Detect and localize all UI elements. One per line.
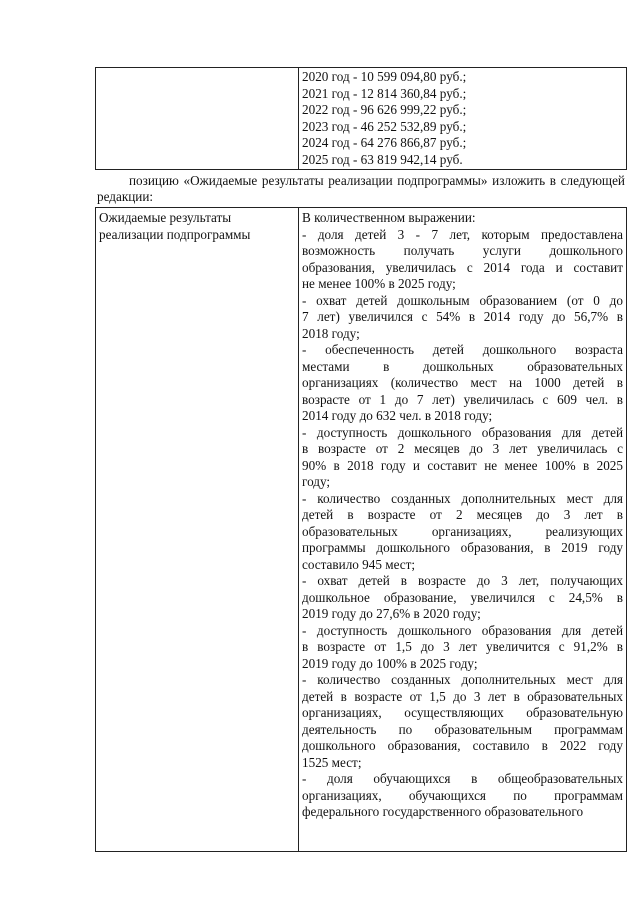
results-content-cell bbox=[299, 208, 627, 852]
funding-table bbox=[95, 67, 627, 170]
intro-text: позицию «Ожидаемые результаты реализации подпрограммы» изложить в следующей редакции: bbox=[97, 173, 625, 204]
results-line: дошкольное образование, увеличился с 24,5% в bbox=[302, 589, 623, 605]
results-line: в возрасте от 2 месяцев до 3 лет увеличилась с bbox=[302, 441, 623, 456]
results-line: 1525 мест; bbox=[302, 754, 362, 770]
funding-line: 2023 год - 46 252 532,89 руб.; bbox=[302, 118, 467, 134]
results-line: - доступность дошкольного образования для детей bbox=[302, 622, 623, 638]
results-line: образования, увеличилась с 2014 года и составит bbox=[302, 259, 623, 275]
results-line: 90% в 2018 году и составит не менее 100% в 2025 bbox=[302, 457, 623, 473]
results-line: не менее 100% в 2025 году; bbox=[302, 276, 456, 291]
results-line: году; bbox=[302, 474, 331, 489]
results-line: федерального государственного образовательного bbox=[302, 804, 584, 819]
results-line: деятельность по образовательным программам bbox=[302, 721, 623, 737]
results-table bbox=[95, 207, 627, 852]
results-line: организациях, осуществляющих образовательную bbox=[302, 705, 623, 720]
results-line: возможность получать услуги дошкольного bbox=[302, 243, 623, 258]
results-line: в возрасте от 1,5 до 3 лет увеличится с 91,2% в bbox=[302, 639, 623, 654]
results-line: возрасте от 1 до 7 лет) увеличилась с 609 чел. в bbox=[302, 391, 623, 407]
results-line: дошкольного образования, составило в 2022 году bbox=[302, 738, 623, 753]
results-heading: В количественном выражении: bbox=[302, 210, 476, 225]
results-line: образовательных организациях, реализующих bbox=[302, 523, 623, 539]
results-line: программы дошкольного образования, в 2019 году bbox=[302, 540, 623, 555]
results-line: - охват детей в возрасте до 3 лет, получающих bbox=[302, 573, 623, 588]
funding-years-cell bbox=[299, 68, 627, 170]
funding-table-empty-cell bbox=[96, 68, 299, 170]
funding-line: 2021 год - 12 814 360,84 руб.; bbox=[302, 85, 467, 101]
results-line: 2019 году до 27,6% в 2020 году; bbox=[302, 606, 481, 621]
funding-line: 2024 год - 64 276 866,87 руб.; bbox=[302, 135, 467, 150]
results-line: детей в возрасте от 1,5 до 3 лет в образовательных bbox=[302, 688, 623, 704]
results-line: - обеспеченность детей дошкольного возраста bbox=[302, 342, 623, 357]
funding-line: 2020 год - 10 599 094,80 руб.; bbox=[302, 69, 467, 84]
results-line: организациях, обучающихся по программам bbox=[302, 787, 623, 803]
results-line: местами в дошкольных образовательных bbox=[302, 358, 623, 374]
results-line: - доля детей 3 - 7 лет, которым предоставлена bbox=[302, 226, 623, 242]
results-line: 7 лет) увеличился с 54% в 2014 году до 56,7% в bbox=[302, 309, 623, 324]
results-line: 2018 году; bbox=[302, 325, 360, 341]
results-line: - охват детей дошкольным образованием (от 0 до bbox=[302, 292, 623, 308]
funding-line: 2022 год - 96 626 999,22 руб.; bbox=[302, 102, 467, 117]
results-line: - доступность дошкольного образования для детей bbox=[302, 424, 623, 440]
results-line: - количество созданных дополнительных мест для bbox=[302, 490, 623, 506]
results-lines bbox=[302, 227, 623, 821]
results-label: Ожидаемые результаты реализации подпрограммы bbox=[99, 210, 251, 242]
results-line: детей в возрасте от 2 месяцев до 3 лет в bbox=[302, 507, 623, 522]
results-line: - количество созданных дополнительных мест для bbox=[302, 672, 623, 687]
results-line: 2014 году до 632 чел. в 2018 году; bbox=[302, 408, 493, 423]
results-label-cell bbox=[96, 208, 299, 852]
results-line: составило 945 мест; bbox=[302, 556, 416, 572]
funding-line: 2025 год - 63 819 942,14 руб. bbox=[302, 151, 463, 167]
intro-paragraph bbox=[97, 173, 625, 205]
results-line: - доля обучающихся в общеобразовательных bbox=[302, 771, 623, 786]
results-line: 2019 году до 100% в 2025 году; bbox=[302, 655, 478, 671]
results-line: организациях (количество мест на 1000 детей в bbox=[302, 375, 623, 390]
